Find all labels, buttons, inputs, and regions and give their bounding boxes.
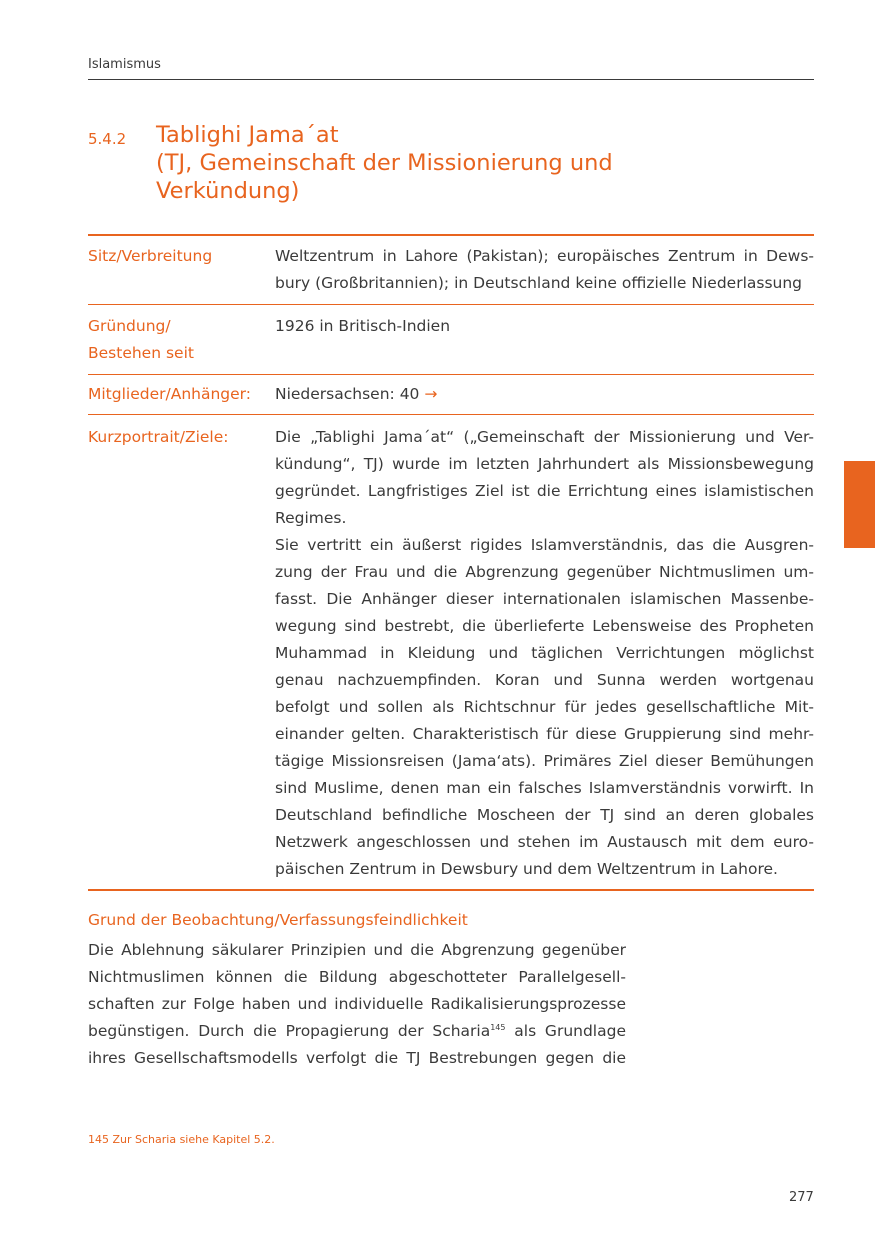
portrait-line: Deutschland befindliche Moscheen der TJ sind an deren globales (275, 806, 814, 824)
portrait-line: kündung“, TJ) wurde im letzten Jahrhundert als Missionsbewegung (275, 455, 814, 473)
portrait-line: wegung sind bestrebt, die überlieferte Lebensweise des Propheten (275, 617, 814, 635)
portrait-line: zung der Frau und die Abgrenzung gegenüber Nichtmuslimen um- (275, 563, 814, 581)
portrait-line: Sie vertritt ein äußerst rigides Islamverständnis, das die Ausgren- (275, 536, 814, 554)
running-head: Islamismus (88, 57, 161, 72)
reason-line: ihres Gesellschaftsmodells verfolgt die TJ Bestrebungen gegen die (88, 1049, 626, 1067)
table-row-founding (88, 305, 814, 375)
reason-line: Nichtmuslimen können die Bildung abgeschotteter Parallelgesell- (88, 968, 626, 986)
reason-line-text: als Grundlage (505, 1022, 626, 1040)
header-rule (88, 79, 814, 80)
founding-value: 1926 in Britisch-Indien (275, 317, 451, 335)
portrait-line: Die „Tablighi Jama´at“ („Gemeinschaft der Missionierung und Ver- (275, 428, 814, 446)
section-title-line: Tablighi Jama´at (156, 122, 339, 148)
seat-value (275, 243, 814, 297)
portrait-line: Muhammad in Kleidung und täglichen Verrichtungen möglichst (275, 644, 814, 662)
members-label: Mitglieder/Anhänger: (88, 385, 251, 403)
table-row-portrait (88, 415, 814, 891)
seat-label: Sitz/Verbreitung (88, 247, 213, 265)
reason-line (88, 1018, 626, 1045)
section-title-line: (TJ, Gemeinschaft der Missionierung und (156, 150, 613, 176)
section-title-line: Verkündung) (156, 178, 300, 204)
portrait-label: Kurzportrait/Ziele: (88, 428, 229, 446)
founding-label (88, 313, 275, 367)
members-value (275, 381, 814, 408)
section-title (156, 121, 613, 205)
portrait-line: sind Muslime, denen man ein falsches Islamverständnis vorwirft. In (275, 779, 814, 797)
portrait-text (275, 424, 814, 883)
arrow-right-icon: → (424, 385, 438, 403)
reason-line-text: begünstigen. Durch die Propagierung der Scharia (88, 1022, 491, 1040)
chapter-tab-marker (844, 461, 875, 548)
portrait-line: gegründet. Langfristiges Ziel ist die Errichtung eines islamistischen (275, 482, 814, 500)
reason-paragraph (88, 937, 626, 1072)
section-number: 5.4.2 (88, 130, 127, 148)
portrait-line: Regimes. (275, 509, 347, 527)
portrait-line: Netzwerk angeschlossen und stehen im Austausch mit dem euro- (275, 833, 814, 851)
portrait-line: einander gelten. Charakteristisch für diese Gruppierung sind mehr- (275, 725, 814, 743)
table-row-seat (88, 236, 814, 305)
table-row-members (88, 375, 814, 415)
portrait-line: genau nachzuempfinden. Koran und Sunna werden wortgenau (275, 671, 814, 689)
founding-label-line: Gründung/ (88, 317, 171, 335)
members-count: Niedersachsen: 40 (275, 385, 420, 403)
organization-info-table (88, 234, 814, 891)
founding-label-line: Bestehen seit (88, 344, 194, 362)
reason-line: schaften zur Folge haben und individuelle Radikalisierungsprozesse (88, 995, 626, 1013)
reason-heading: Grund der Beobachtung/Verfassungsfeindlichkeit (88, 911, 468, 929)
seat-value-line: Weltzentrum in Lahore (Pakistan); europäisches Zentrum in Dews- (275, 247, 814, 265)
portrait-line: fasst. Die Anhänger dieser internationalen islamischen Massenbe- (275, 590, 814, 608)
portrait-line: päischen Zentrum in Dewsbury und dem Weltzentrum in Lahore. (275, 860, 778, 878)
footnote: 145 Zur Scharia siehe Kapitel 5.2. (88, 1133, 275, 1146)
seat-value-line: bury (Großbritannien); in Deutschland keine offizielle Niederlassung (275, 274, 803, 292)
portrait-line: befolgt und sollen als Richtschnur für jedes gesellschaftliche Mit- (275, 698, 814, 716)
portrait-line: tägige Missionsreisen (Jama‘ats). Primäres Ziel dieser Bemühungen (275, 752, 814, 770)
reason-line: Die Ablehnung säkularer Prinzipien und die Abgrenzung gegenüber (88, 941, 626, 959)
page-number: 277 (789, 1190, 814, 1205)
footnote-reference[interactable]: 145 (490, 1023, 506, 1032)
